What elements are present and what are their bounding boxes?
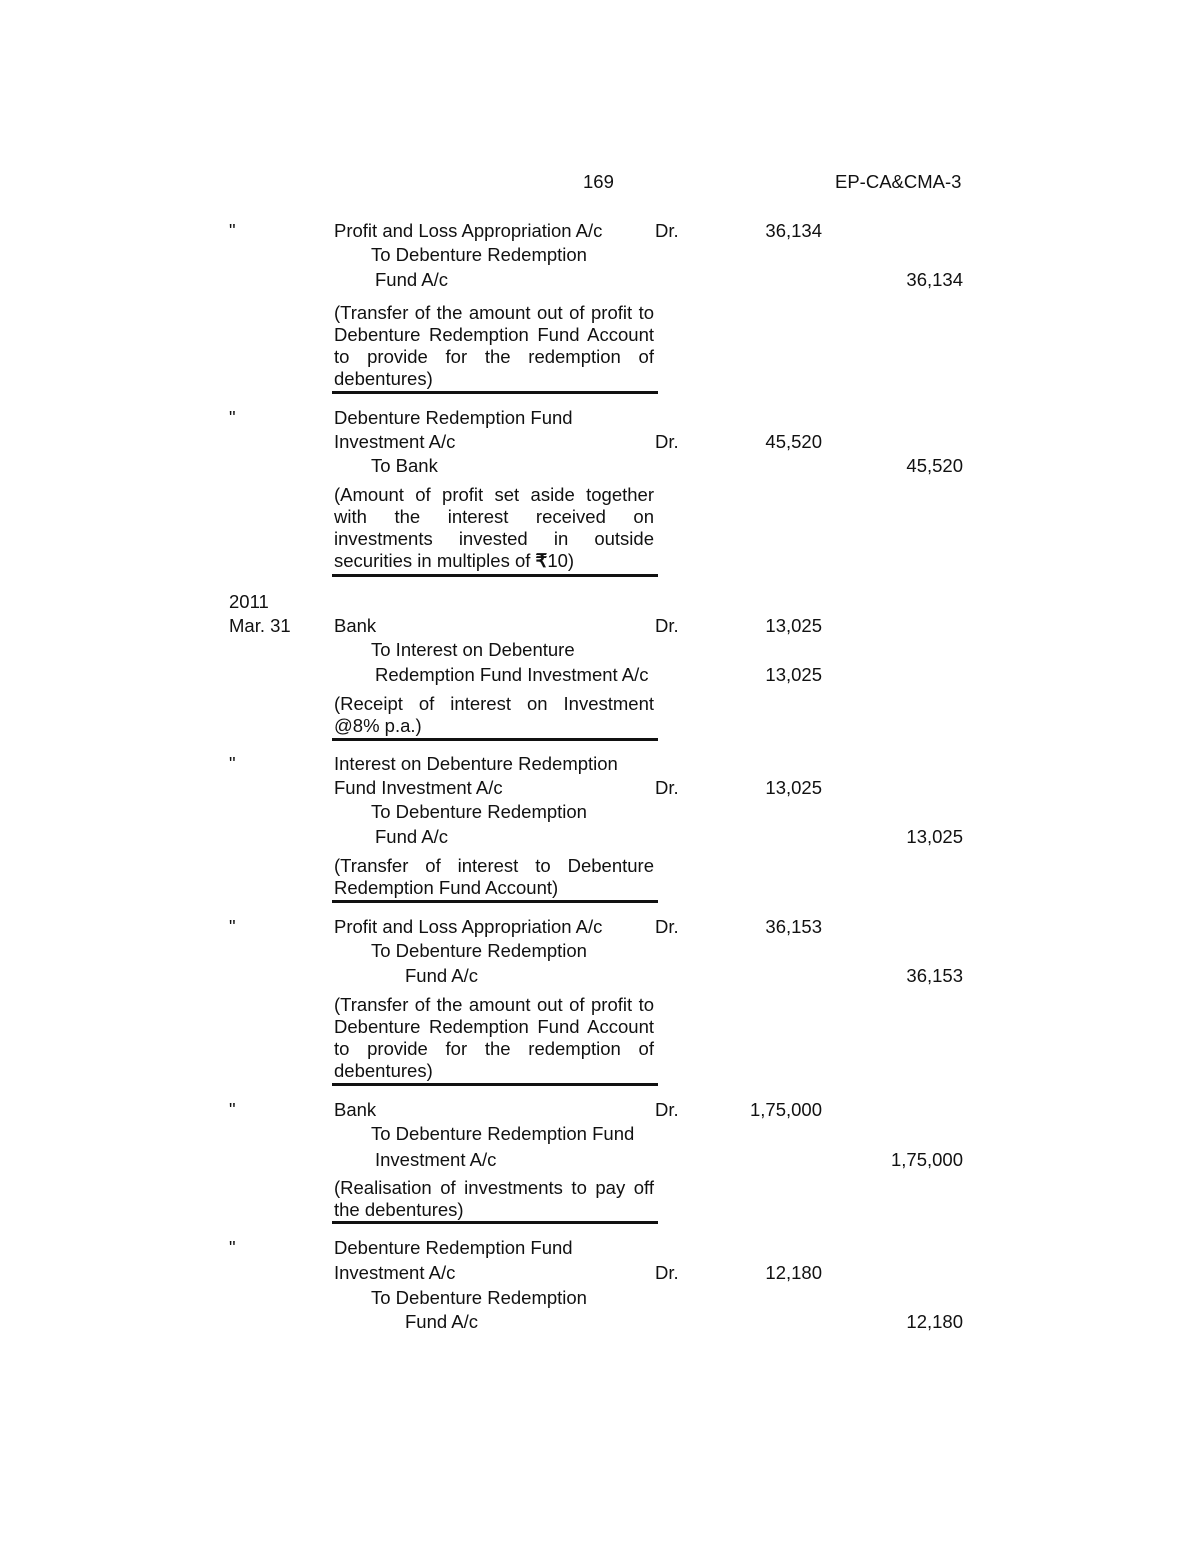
debit-account: Fund Investment A/c [334, 777, 503, 798]
debit-account: Debenture Redemption Fund [334, 1237, 573, 1258]
credit-account: Redemption Fund Investment A/c [375, 664, 649, 685]
narration: (Realisation of investments to pay off the debentures) [334, 1177, 654, 1220]
year-label: 2011 [229, 591, 269, 612]
debit-amount: 13,025 [765, 777, 822, 798]
credit-account: Fund A/c [405, 965, 479, 986]
date-ditto: " [229, 753, 236, 774]
dr-marker: Dr. [655, 220, 679, 241]
dr-marker: Dr. [655, 777, 679, 798]
credit-amount: 13,025 [765, 664, 822, 685]
credit-account: To Debenture Redemption [371, 801, 587, 822]
debit-account: Investment A/c [334, 1262, 456, 1283]
narration: (Transfer of the amount out of profit to Debenture Redemption Fund Account to provide for the redemption of debentures) [334, 302, 654, 389]
entry-rule [332, 1221, 658, 1224]
rupee-symbol: ₹ [535, 550, 548, 571]
dr-marker: Dr. [655, 431, 679, 452]
entry-rule [332, 391, 658, 394]
credit-account: To Bank [371, 455, 438, 476]
credit-account: To Debenture Redemption Fund [371, 1123, 635, 1144]
date-ditto: " [229, 1099, 236, 1120]
dr-marker: Dr. [655, 1099, 679, 1120]
credit-amount: 45,520 [906, 455, 963, 476]
page-number: 169 [583, 171, 614, 192]
debit-account: Profit and Loss Appropriation A/c [334, 916, 603, 937]
debit-amount: 13,025 [765, 615, 822, 636]
credit-account: Investment A/c [375, 1149, 497, 1170]
credit-amount: 36,134 [906, 269, 963, 290]
credit-account: To Debenture Redemption [371, 1287, 587, 1308]
date-ditto: " [229, 1237, 236, 1258]
debit-account: Interest on Debenture Redemption [334, 753, 618, 774]
credit-amount: 1,75,000 [890, 1149, 963, 1170]
credit-account: To Debenture Redemption [371, 244, 587, 265]
credit-amount: 13,025 [906, 826, 963, 847]
credit-account: Fund A/c [375, 269, 449, 290]
entry-rule [332, 574, 658, 577]
date-ditto: " [229, 916, 236, 937]
narration: (Amount of profit set aside together with the interest received on investments invested in outside securities in multiples of ₹10) [334, 484, 654, 571]
credit-account: To Interest on Debenture [371, 639, 575, 660]
debit-amount: 1,75,000 [749, 1099, 822, 1120]
debit-amount: 45,520 [765, 431, 822, 452]
credit-amount: 36,153 [906, 965, 963, 986]
debit-account: Debenture Redemption Fund [334, 407, 573, 428]
entry-rule [332, 1083, 658, 1086]
debit-amount: 36,134 [765, 220, 822, 241]
entry-rule [332, 738, 658, 741]
debit-amount: 12,180 [765, 1262, 822, 1283]
entry-rule [332, 900, 658, 903]
credit-account: Fund A/c [375, 826, 449, 847]
dr-marker: Dr. [655, 916, 679, 937]
date-ditto: " [229, 220, 236, 241]
document-code: EP-CA&CMA-3 [835, 171, 962, 192]
dr-marker: Dr. [655, 1262, 679, 1283]
date-ditto: " [229, 407, 236, 428]
credit-amount: 12,180 [906, 1311, 963, 1332]
debit-amount: 36,153 [765, 916, 822, 937]
debit-account: Bank [334, 615, 377, 636]
narration: (Receipt of interest on Investment @8% p.a.) [334, 693, 654, 736]
entry-date: Mar. 31 [229, 615, 291, 636]
narration: (Transfer of interest to Debenture Redemption Fund Account) [334, 855, 654, 898]
dr-marker: Dr. [655, 615, 679, 636]
narration: (Transfer of the amount out of profit to Debenture Redemption Fund Account to provide for the redemption of debentures) [334, 994, 654, 1081]
credit-account: To Debenture Redemption [371, 940, 587, 961]
debit-account: Bank [334, 1099, 377, 1120]
debit-account: Profit and Loss Appropriation A/c [334, 220, 603, 241]
credit-account: Fund A/c [405, 1311, 479, 1332]
debit-account: Investment A/c [334, 431, 456, 452]
